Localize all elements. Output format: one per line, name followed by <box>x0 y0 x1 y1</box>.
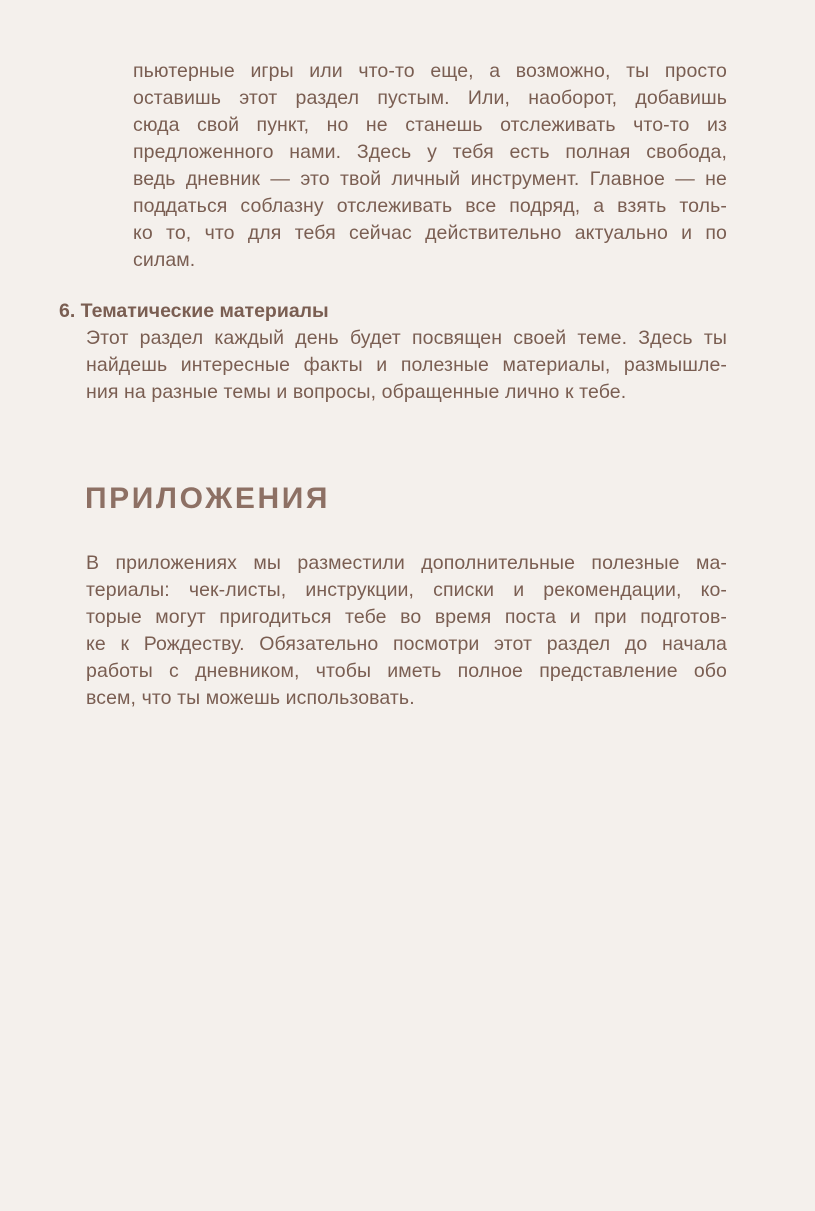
appendix-line: териалы: чек-листы, инструкции, списки и рекомендации, ко- <box>86 579 727 601</box>
section-6-heading: 6. Тематические материалы <box>59 300 329 322</box>
intro-line: пьютерные игры или что-то еще, а возможно, ты просто <box>133 60 727 82</box>
intro-line: оставишь этот раздел пустым. Или, наоборот, добавишь <box>133 87 727 109</box>
appendix-title: ПРИЛОЖЕНИЯ <box>85 482 331 515</box>
section-6-line: найдешь интересные факты и полезные материалы, размышле- <box>86 354 727 376</box>
intro-line: силам. <box>133 249 196 271</box>
intro-line: поддаться соблазну отслеживать все подряд, а взять толь- <box>133 195 727 217</box>
appendix-line: ке к Рождеству. Обязательно посмотри этот раздел до начала <box>86 633 727 655</box>
appendix-line: работы с дневником, чтобы иметь полное представление обо <box>86 660 727 682</box>
intro-line: сюда свой пункт, но не станешь отслеживать что-то из <box>133 114 727 136</box>
appendix-line: торые могут пригодиться тебе во время поста и при подготов- <box>86 606 727 628</box>
section-6-line: ния на разные темы и вопросы, обращенные лично к тебе. <box>86 381 627 403</box>
section-6-line: Этот раздел каждый день будет посвящен своей теме. Здесь ты <box>86 327 727 349</box>
intro-line: ведь дневник — это твой личный инструмент. Главное — не <box>133 168 727 190</box>
intro-line: ко то, что для тебя сейчас действительно актуально и по <box>133 222 727 244</box>
appendix-line: В приложениях мы разместили дополнительные полезные ма- <box>86 552 727 574</box>
appendix-line: всем, что ты можешь использовать. <box>86 687 415 709</box>
intro-line: предложенного нами. Здесь у тебя есть полная свобода, <box>133 141 727 163</box>
